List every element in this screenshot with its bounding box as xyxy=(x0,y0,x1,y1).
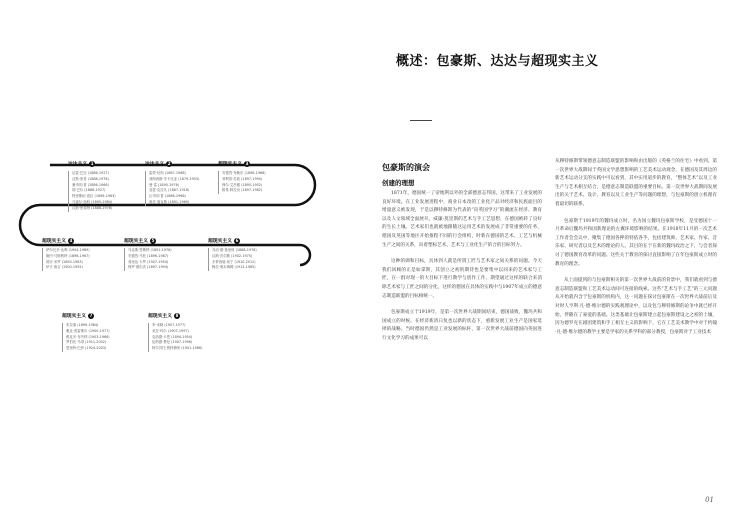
timeline-artist: 曼·雷 (1890-1976) xyxy=(149,182,180,187)
timeline-entry-5 xyxy=(124,237,172,271)
timeline-artist: 马克斯·恩斯特 (1891-1976) xyxy=(128,248,172,252)
timeline-entry-head xyxy=(62,312,110,319)
timeline-artist: 亚瑟·克拉凡 (1887-1918) xyxy=(149,188,190,193)
timeline-entry-6 xyxy=(208,237,257,271)
timeline-entry-head xyxy=(208,237,257,244)
timeline-artist: 勒内·马格利特 (1898-1967) xyxy=(46,253,90,258)
timeline-artist: 李·米勒 (1907-1977) xyxy=(152,323,186,327)
timeline-entry-label: 达达主义 xyxy=(68,162,88,167)
timeline-entry-items xyxy=(124,248,172,271)
subsection-title: 创建的理想 xyxy=(382,179,415,187)
timeline-entry-head xyxy=(218,160,266,167)
body-column-left xyxy=(382,190,542,352)
timeline-artist: 菲利普·苏波 (1897-1990) xyxy=(222,176,263,181)
timeline-entry-label: 超现实主义 xyxy=(218,162,242,167)
timeline-entry-4 xyxy=(42,237,90,271)
timeline-artist: 奥托·迪克斯 (1891-1969) xyxy=(149,199,190,204)
timeline-artist: 乔治·德·基里科 (1888-1978) xyxy=(212,248,257,252)
timeline-artist: 胡·巴尔 (1886-1927) xyxy=(72,188,106,193)
timeline-artist: 汉斯·贝尔默 (1902-1975) xyxy=(212,253,253,258)
timeline-entry-head xyxy=(124,237,172,244)
timeline-entry-7 xyxy=(62,312,110,352)
timeline-entry-items xyxy=(62,323,110,352)
paragraph: 1871年，德国统一了帝地利以外的全部德意志邦国，这带来了工业发展的良好环境。在工业发展进程中，商业日本改的工业化产品对经济和民族面目的增量意义被发现，于是以穆特修斯为代表的“向英国学习”的潮流在经济、教育以及人文领域全面展开。威廉·莫里斯的艺术与手工艺思想，在德国被转了良好的生长土壤。艺术家们也就被地跟随这运用艺术的发展成了非常重要的任务，德国及英国等地区开始推程不同的行会组织，时新在德国的艺术、工艺与机械生产之间的关系，向着塑标艺术、艺术与工业化生产的合的目标努力。 xyxy=(382,191,542,248)
timeline-artist: 伊夫·唐吉 (1900-1955) xyxy=(46,265,83,270)
timeline-artist: 罗伯托·马塔 (1911-2002) xyxy=(66,340,107,345)
timeline-artist: 安德烈·马松 (1896-1987) xyxy=(128,253,169,258)
paragraph: 从上面提到的与包豪斯相关的第一次世界大战前的背景中，我们就看到与德意志制造联盟和工艺美术运动间可连接的线索。这些“艺术与手工艺”的三元问题从开始就内含于包豪斯的机构内，这一问题在探讨包豪斯在一次世界大战前后及对时人亨利·凡·德·维尔德的实践观理论中，以及包与穆特修斯的论争中就已经开始，伴随在了豪爱的基础。这类基础让包豪斯建立起包豪斯建设之之初的土壤，因为德罗克在剧团建筑和手工相互主义的影响下，它在工艺美术教学中对于约翰·凡·德·维尔德的教学主要是学家的关系学科的部分教授，包豪斯对于工业技术 xyxy=(555,278,717,335)
timeline-entry-number: 1 xyxy=(90,160,94,166)
timeline-entry-number: 7 xyxy=(89,312,93,318)
timeline-artist: 特里斯坦·查拉 (1896-1963) xyxy=(72,194,116,199)
timeline-entry-label: 达达主义 xyxy=(145,162,165,167)
timeline-artist: 弗里达·卡罗 (1907-1954) xyxy=(128,259,169,264)
timeline-artist: 雅克·普雷维尔 (1900-1977) xyxy=(66,328,110,333)
timeline-entry-head xyxy=(42,237,90,244)
timeline-artist: 胡安·米罗 (1893-1983) xyxy=(46,259,83,264)
timeline-entry-label: 超现实主义 xyxy=(208,239,232,244)
timeline-entry-label: 超现实主义 xyxy=(62,314,86,319)
timeline-entry-items xyxy=(148,323,202,352)
timeline-artist: 克洛德·卡恩 (1894-1954) xyxy=(152,334,193,339)
timeline-entry-items xyxy=(218,171,266,194)
timeline-entry-3 xyxy=(218,160,266,194)
timeline-entry-label: 超现实主义 xyxy=(124,239,148,244)
timeline-entry-8 xyxy=(148,312,202,352)
timeline-entry-head xyxy=(145,160,199,167)
timeline-entry-head xyxy=(148,312,202,319)
timeline-artist: 兼·阿尔普 (1886-1966) xyxy=(72,182,109,187)
timeline-entry-1 xyxy=(68,160,116,212)
timeline-entry-label: 超现实主义 xyxy=(148,314,172,319)
timeline-entry-number: 4 xyxy=(69,237,73,243)
paragraph: 从穆特修斯带领德意志制造联盟的影响和由出版的《英格兰的住宅》中看到。第一次世界大战期间于英国文学思想影响的工艺美术运动观念，在德国及其周边的新艺术运动分支的实践中可以看到，其中实用道步的教育，“整体艺术”以及工业生产与艺术相互结合，是德意志制造联盟的重要目标。第一次世界大战期间发展出的关于艺术、设计、教育以及工业生产等问题的理想，与包豪斯的创立机理有着最切的联系。 xyxy=(555,159,717,207)
timeline-artist: 多萝西娅·坦宁 (1910-2012) xyxy=(212,259,256,264)
timeline-entry-items xyxy=(68,171,116,212)
timeline-artist: 汉斯·里希 (1888-1976) xyxy=(72,176,109,181)
timeline-entry-2 xyxy=(145,160,199,206)
timeline-artist: 阿尔贝托·贾科梅蒂 (1901-1966) xyxy=(152,346,203,351)
timeline-entry-head xyxy=(68,160,116,167)
heading-rule xyxy=(410,120,432,121)
paragraph: 包豪斯于1919年的魏玛成立时，名为国立魏玛包豪斯学校，是受德国十一月革命后魏玛共和国新理论的左翼环境影响的结果。在1918年11月的一次艺术工作者会会议中，聚集了德国各押的特依各乎，包括建筑师、艺术家、作家、音乐家、研究者以及艺术的理论的人。其目的在于在新的魏玛政治之下，与会者探讨了德国教育改革的问题。这些关于教育的探讨直接影响了在年包豪斯成立时的教育的理念。 xyxy=(555,218,717,267)
timeline-artist: 路易·阿拉贡 (1897-1982) xyxy=(222,188,263,193)
timeline-artist: 维克多·布劳纳 (1903-1966) xyxy=(66,334,110,339)
timeline-entry-number: 5 xyxy=(151,237,155,243)
timeline-artist: 弗朗西斯·毕卡比亚 (1879-1953) xyxy=(149,176,200,181)
timeline-artist: 布拉塞 (1899-1984) xyxy=(66,323,99,327)
timeline-entry-label: 超现实主义 xyxy=(42,239,66,244)
timeline-entry-number: 2 xyxy=(167,160,171,166)
timeline-entry-items xyxy=(42,248,90,271)
timeline-artist: 达雷·巴拉 (1886-1927) xyxy=(72,171,109,175)
timeline-artist: 马塞尔·扬科 (1895-1984) xyxy=(72,199,113,204)
timeline-artist: 伦纳德·费尼 (1907-1996) xyxy=(152,340,193,345)
page-number: 01 xyxy=(705,496,714,504)
timeline-artist: 萨尔瓦多·达利 (1904-1989) xyxy=(46,248,90,252)
timeline-artist: 汉斯·里希特 (1888-1976) xyxy=(72,205,113,210)
paragraph: 这种的调和目标，具体到人就是所谓工匠与艺术家之间关系的问题。今天我们回顾的正是如拿斯，其创立之初的期待也是要集中以同来的艺术家与工匠，在一群对现一的大目标下进行教学与创作工作。期望通过这样的联合来消除艺术家与工匠之间的分化，这样的德国在具体的实践中与1907年成立的德意志制造联盟的目标相统一。 xyxy=(382,259,542,299)
timeline-artist: 让·阿尔普 (1886-1966) xyxy=(149,194,186,199)
timeline-artist: 保尔·艾吕雅 (1895-1952) xyxy=(222,182,263,187)
timeline-entry-items xyxy=(208,248,257,271)
section-title: 包豪斯的演会 xyxy=(382,162,430,172)
timeline-entry-number: 8 xyxy=(175,312,179,318)
paragraph: 包豪斯成立于1919年，是第一次世界大战期间结束，德国战败，魏玛共和国成立的时候。在经济新清日复也以新的状态下，重新发展工业生产是国家选择的战略。当时德国仍然是工业发展的标杆，第一次世界大战前德国向英国进行文化学习的成果可以 xyxy=(382,310,542,341)
timeline-entry-number: 3 xyxy=(245,160,249,166)
timeline-artist: 保罗·德尔沃 (1897-1994) xyxy=(128,265,169,270)
timeline-artist: 朵拉·玛尔 (1907-1997) xyxy=(152,328,189,333)
timeline-entry-items xyxy=(145,171,199,206)
timeline-artist: 雷蒙·杜尚 (1887-1968) xyxy=(149,171,186,175)
timeline-artist: 梅拉·奥本海姆 (1913-1985) xyxy=(212,265,256,270)
timeline-artist: 安德烈·布勒东 (1896-1966) xyxy=(222,171,266,175)
body-column-right xyxy=(555,158,717,345)
timeline-entry-number: 6 xyxy=(235,237,239,243)
timeline-artist: 恩里科·巴伊 (1924-2003) xyxy=(66,346,107,351)
chapter-heading: 概述：包豪斯、达达与超现实主义 xyxy=(396,54,599,69)
